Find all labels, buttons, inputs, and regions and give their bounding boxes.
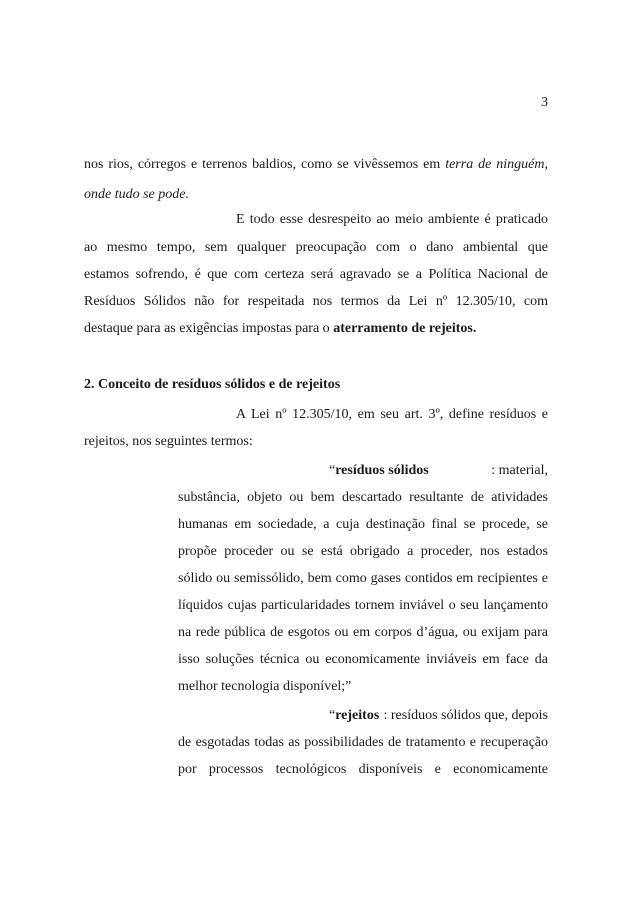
- p1-line1-italic: terra de ninguém,: [445, 157, 548, 172]
- quote-1-line: propõe proceder ou se está obrigado a proceder, nos estados: [178, 544, 548, 559]
- p2-line3-text: estamos sofrendo, é que com certeza será agravado se a Política Nacional de: [84, 267, 548, 282]
- p1-line1-text: nos rios, córregos e terrenos baldios, como se vivêssemos em: [84, 157, 446, 172]
- quote-2-line: por processos tecnológicos disponíveis e economicamente: [178, 762, 548, 777]
- page-number: 3: [541, 95, 548, 110]
- paragraph-2-line-5: [84, 321, 548, 337]
- quote-1-rest: : material,: [491, 463, 548, 478]
- paragraph-2-line-1: [236, 212, 548, 228]
- paragraph-2-line-2: [84, 240, 548, 256]
- paragraph-2-line-4: [84, 294, 548, 310]
- quote-2-rest: : resíduos sólidos que, depois: [383, 708, 548, 723]
- section-intro-line-1: [236, 407, 548, 423]
- quote-2-term-wrap: [329, 708, 379, 724]
- quote-1-line: humanas em sociedade, a cuja destinação final se procede, se: [178, 517, 548, 532]
- quote-1-term-wrap: [329, 463, 429, 479]
- section-intro-line-2: rejeitos, nos seguintes termos:: [84, 434, 253, 449]
- quote-2-first-line: [329, 708, 548, 724]
- quote-1-line: isso soluções técnica ou economicamente inviáveis em face da: [178, 652, 548, 667]
- quote-2-open-mark: “: [329, 708, 336, 723]
- p2-line2-text: ao mesmo tempo, sem qualquer preocupação com o dano ambiental que: [84, 240, 548, 255]
- paragraph-1-line-1: [84, 157, 548, 173]
- quote-2-term: rejeitos: [335, 708, 380, 723]
- quote-1-last-line: melhor tecnologia disponível;”: [178, 679, 352, 694]
- p2-line5-text: destaque para as exigências impostas para o: [84, 321, 334, 336]
- quote-1-line: líquidos cujas particularidades tornem inviável o seu lançamento: [178, 598, 548, 613]
- quote-1-open-mark: “: [329, 463, 336, 478]
- section-intro-text-1: A Lei nº 12.305/10, em seu art. 3º, define resíduos e: [236, 407, 548, 422]
- p2-line4-text: Resíduos Sólidos não for respeitada nos termos da Lei nº 12.305/10, com: [84, 294, 548, 309]
- section-heading: 2. Conceito de resíduos sólidos e de rejeitos: [84, 377, 341, 392]
- p1-line2-italic: onde tudo se pode.: [84, 187, 189, 202]
- quote-2-line: de esgotadas todas as possibilidades de tratamento e recuperação: [178, 735, 548, 750]
- p2-line1-text: E todo esse desrespeito ao meio ambiente é praticado: [236, 212, 548, 227]
- paragraph-1-line-2: [84, 187, 548, 203]
- paragraph-2-line-3: [84, 267, 548, 283]
- quote-1-line: sólido ou semissólido, bem como gases contidos em recipientes e: [178, 571, 548, 586]
- quote-1-first-line: [329, 463, 548, 479]
- quote-1-line: na rede pública de esgotos ou em corpos d’água, ou exijam para: [178, 625, 548, 640]
- quote-1-term: resíduos sólidos: [335, 463, 429, 478]
- p2-line5-bold: aterramento de rejeitos.: [333, 321, 477, 336]
- quote-1-line: substância, objeto ou bem descartado resultante de atividades: [178, 490, 548, 505]
